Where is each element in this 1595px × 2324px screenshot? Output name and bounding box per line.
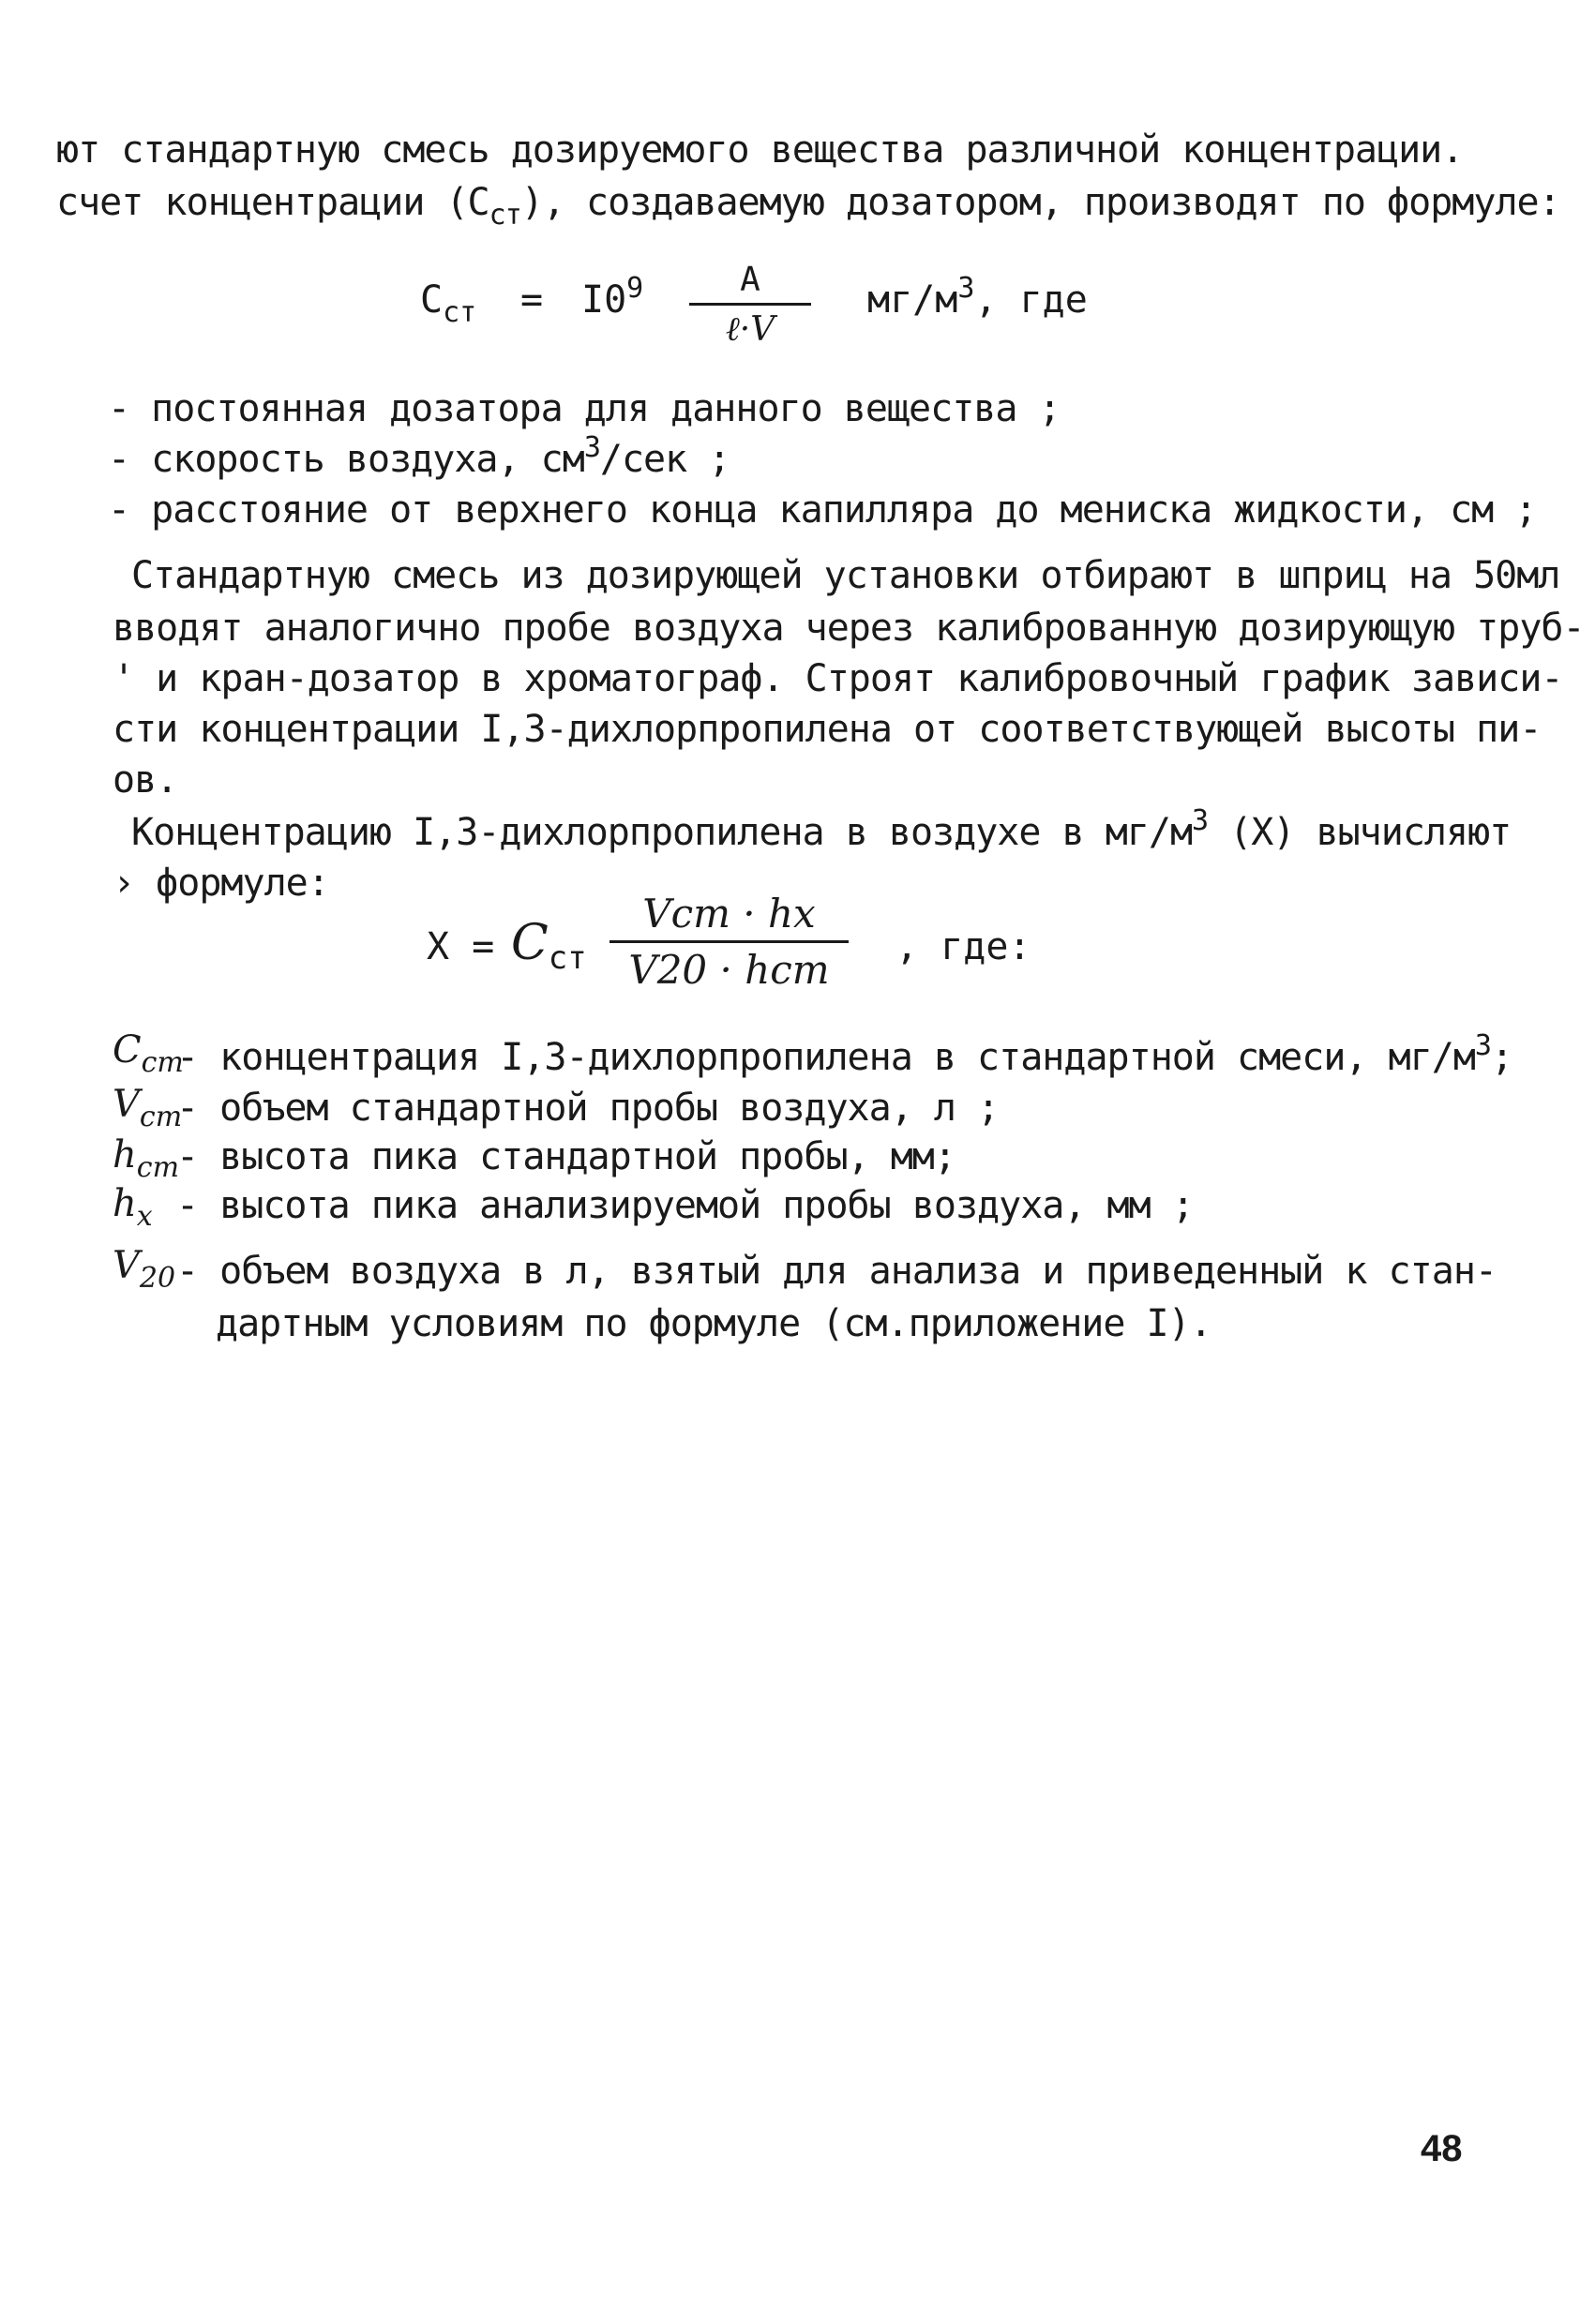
formula-1-coef-sup: 9	[626, 272, 644, 305]
definition-2-concentration	[176, 1029, 1513, 1079]
formula-2-fraction-bar	[609, 940, 849, 943]
definition-2-symbol-v-20	[113, 1244, 176, 1295]
paragraph-1-line-5: ов.	[113, 758, 178, 802]
formula-2-numerator: Vст · hх	[642, 891, 816, 937]
formula-2-c-symbol: С	[511, 915, 549, 971]
formula-1-suffix: , где	[974, 278, 1088, 322]
paragraph-2-line-1-b: (Х) вычисляют	[1208, 811, 1512, 854]
definition-1-air-speed	[108, 431, 730, 481]
formula-2-lhs: Х =	[427, 925, 495, 968]
definition-2-symbol-c-st	[113, 1028, 184, 1079]
formula-1-coef: I0	[581, 278, 627, 322]
definition-1-dosator-constant: - постоянная дозатора для данного вещества ;	[108, 387, 1061, 430]
formula-2-suffix: , где:	[895, 925, 1031, 968]
definition-2-standard-peak: - высота пика стандартной пробы, мм;	[176, 1135, 955, 1178]
formula-1-unit-text: мг/м	[867, 278, 958, 322]
definition-2-symbol-h-st	[113, 1133, 180, 1184]
formula-1-fraction	[689, 261, 811, 349]
page-number: 48	[1421, 2128, 1463, 2169]
definition-2-sample-volume: - объем стандартной пробы воздуха, л ;	[176, 1087, 1000, 1130]
paragraph-2-line-1-sup: 3	[1192, 804, 1209, 837]
definition-1-air-speed-text: - скорость воздуха, см	[108, 438, 584, 481]
definition-2-concentration-end: ;	[1490, 1036, 1513, 1079]
formula-1-fraction-bar	[689, 303, 811, 306]
formula-1-denominator: ℓ·V	[725, 310, 775, 349]
definition-2-symbol-c: С	[113, 1028, 142, 1072]
definition-2-symbol-v-sub: ст	[139, 1101, 183, 1133]
definition-1-distance: - расстояние от верхнего конца капилляра до мениска жидкости, см ;	[108, 488, 1537, 532]
definition-2-concentration-text: - концентрация I,3-дихлорпропилена в стандартной смеси, мг/м	[176, 1036, 1475, 1079]
formula-1-c-sub: ст	[443, 296, 477, 329]
paragraph-2-line-1	[131, 804, 1512, 854]
definition-2-analyzed-peak: - высота пика анализируемой пробы воздуха, мм ;	[176, 1184, 1194, 1227]
intro-line-2-b: ), создаваемую дозатором, производят по формуле:	[520, 181, 1560, 224]
formula-1-unit	[867, 272, 1088, 322]
formula-1-numerator: А	[740, 261, 760, 299]
intro-line-2-sub: ст	[489, 199, 521, 232]
definition-2-symbol-h-x	[113, 1182, 153, 1233]
definition-2-symbol-h-sub: ст	[136, 1151, 180, 1184]
definition-2-symbol-v-st	[113, 1083, 183, 1133]
definition-1-air-speed-sup: 3	[583, 431, 600, 464]
paragraph-1-line-1: Стандартную смесь из дозирующей установки отбирают в шприц на 50мл	[131, 554, 1560, 597]
definition-2-symbol-h: h	[113, 1133, 137, 1177]
paragraph-2-line-2: › формуле:	[113, 862, 329, 905]
intro-line-2-a: счет концентрации (С	[56, 181, 489, 224]
paragraph-1-line-4: сти концентрации I,3-дихлорпропилена от соответствующей высоты пи-	[113, 708, 1542, 751]
formula-1-coefficient	[581, 272, 644, 322]
intro-line-1: ют стандартную смесь дозируемого вещества различной концентрации.	[56, 128, 1464, 172]
definition-2-symbol-v20: V	[113, 1244, 140, 1287]
formula-1-lhs	[420, 278, 477, 329]
definition-2-symbol-v: V	[113, 1083, 140, 1126]
formula-1-c: С	[420, 278, 444, 322]
intro-line-2	[56, 181, 1560, 232]
definition-2-air-volume: - объем воздуха в л, взятый для анализа и приведенный к стан-	[176, 1250, 1497, 1293]
definition-2-air-volume-cont: дартным условиям по формуле (см.приложение I).	[216, 1302, 1211, 1345]
definition-2-symbol-hx-sub: х	[136, 1200, 153, 1233]
formula-2-fraction	[609, 891, 849, 993]
formula-2-c	[511, 915, 587, 977]
formula-2-c-sub: ст	[548, 939, 587, 977]
paragraph-1-line-2: вводят аналогично пробе воздуха через калиброванную дозирующую труб-	[113, 607, 1585, 650]
definition-2-concentration-sup: 3	[1474, 1029, 1491, 1062]
formula-2-denominator: V20 · hст	[628, 947, 830, 993]
paragraph-2-line-1-a: Концентрацию I,3-дихлорпропилена в воздухе в мг/м	[131, 811, 1193, 854]
formula-1-unit-sup: 3	[957, 272, 975, 305]
definition-2-symbol-c-sub: ст	[141, 1046, 184, 1079]
definition-2-symbol-hx: h	[113, 1182, 137, 1225]
formula-1-equals: =	[520, 278, 544, 322]
paragraph-1-line-3: ' и кран-дозатор в хроматограф. Строят калибровочный график зависи-	[113, 657, 1563, 700]
definition-2-symbol-v20-sub: 20	[139, 1262, 176, 1295]
definition-1-air-speed-rest: /сек ;	[599, 438, 730, 481]
